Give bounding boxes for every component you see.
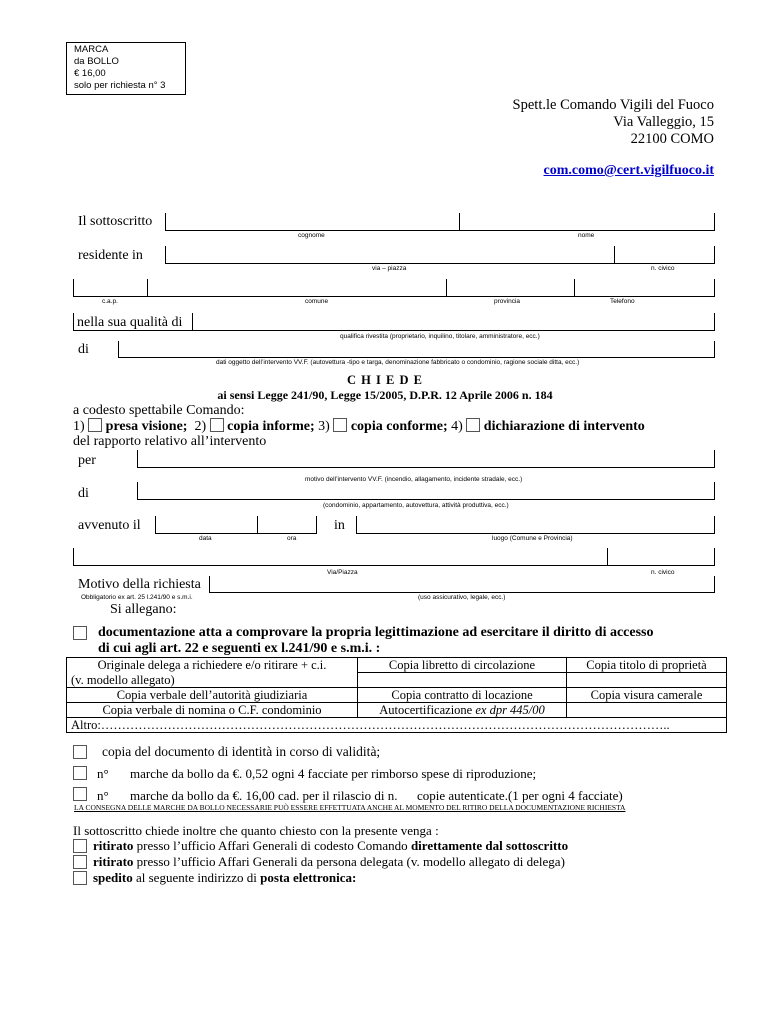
marche-16-label: marche da bollo da €. 16,00 cad. per il rilascio di n. copie autenticate.(1 per ogni 4 facciate): [130, 788, 623, 803]
motivo-intervento-hint: motivo dell’intervento VV.F. (incendio, allagamento, incidente stradale, ecc.): [305, 476, 523, 483]
table-cell: [567, 703, 727, 718]
option-number: 4): [451, 419, 463, 434]
comune-hint: comune: [305, 298, 329, 305]
civico-hint: n. civico: [651, 265, 675, 272]
autocertificazione-cell[interactable]: [358, 703, 567, 718]
cognome-nome-field[interactable]: [165, 213, 715, 231]
luogo-hint: luogo (Comune e Provincia): [492, 535, 573, 542]
ritirato-label: ritirato: [93, 854, 134, 869]
provincia-hint: provincia: [494, 298, 521, 305]
table-row: [67, 658, 727, 673]
posta-elettronica-label: posta elettronica:: [260, 870, 357, 885]
option-number: 2): [194, 419, 207, 434]
via-piazza-civico-field[interactable]: [73, 548, 715, 566]
recipient-line: 22100 COMO: [630, 131, 714, 147]
table-row: [67, 688, 727, 703]
option-number: 1): [73, 419, 85, 434]
recipient-address: [513, 97, 714, 148]
n-label: n°: [97, 766, 109, 781]
ritiro-delegato-label: [93, 854, 565, 870]
table-cell[interactable]: Originale delega a richiedere e/o ritirare + c.i.: [67, 658, 358, 673]
altro-cell[interactable]: Altro:………………………………………………………………………………………………………………………..: [67, 718, 727, 733]
ora-hint: ora: [287, 535, 297, 542]
attachments-table: [66, 657, 727, 733]
stamp-line: MARCA: [74, 44, 109, 55]
documentazione-label-line2: di cui agli art. 22 e seguenti ex l.241/90 e s.m.i. :: [98, 641, 381, 656]
dati-hint: dati oggetto dell’intervento VV.F. (autovettura -tipo e targa, denominazione fabbricato o condominio, ragione sociale ditta, ecc.): [216, 359, 580, 366]
ritiro-diretto-checkbox[interactable]: [73, 839, 87, 853]
direttamente-label: direttamente dal sottoscritto: [410, 838, 569, 853]
copia-informe-checkbox[interactable]: [210, 418, 224, 432]
cap-hint: c.a.p.: [102, 298, 118, 305]
autocertificazione-dpr: ex dpr 445/00: [475, 703, 545, 717]
di-label: di: [78, 342, 89, 357]
delivery-intro: Il sottoscritto chiede inoltre che quanto chiesto con la presente venga :: [73, 823, 439, 838]
via-piazza-hint: Via/Piazza: [327, 569, 358, 576]
option-number: 3): [318, 419, 330, 434]
marca-da-bollo-box: [66, 42, 186, 95]
spedito-label: [93, 870, 356, 886]
table-row: [67, 673, 727, 688]
identita-label: copia del documento di identità in corso di validità;: [102, 744, 381, 759]
via-civico-field[interactable]: [165, 246, 715, 264]
table-cell: [567, 673, 727, 688]
ritiro-delegato-checkbox[interactable]: [73, 855, 87, 869]
chiede-legal-reference: ai sensi Legge 241/90, Legge 15/2005, D.P.R. 12 Aprile 2006 n. 184: [217, 388, 553, 402]
n-label: n°: [97, 788, 109, 803]
stamp-line: € 16,00: [74, 68, 106, 79]
chiede-title: C H I E D E: [347, 373, 423, 387]
table-cell[interactable]: Copia visura camerale: [567, 688, 727, 703]
obbligatorio-note: Obbligatorio ex art. 25 l.241/90 e s.m.i.: [81, 594, 193, 601]
documentazione-label: documentazione atta a comprovare la propria legittimazione ad esercitare il diritto di accesso: [98, 625, 654, 640]
spedito-text: al seguente indirizzo di: [132, 870, 261, 885]
ritirato-label: ritirato: [93, 838, 134, 853]
ritiro-diretto-label: [93, 838, 568, 854]
consegna-note: LA CONSEGNA DELLE MARCHE DA BOLLO NECESSARIE PUÒ ESSERE EFFETTUATA ANCHE AL MOMENTO DEL RITIRO DELLA DOCUMENTAZIONE RICHIESTA: [74, 803, 626, 812]
recipient-line: Spett.le Comando Vigili del Fuoco: [512, 97, 714, 113]
table-cell[interactable]: Copia verbale dell’autorità giudiziaria: [67, 688, 358, 703]
marche-052-label: marche da bollo da €. 0,52 ogni 4 facciate per rimborso spese di riproduzione;: [130, 766, 537, 781]
dati-oggetto-field[interactable]: [118, 341, 715, 358]
recipient-line: Via Valleggio, 15: [613, 114, 714, 130]
condominio-hint: (condominio, appartamento, autovettura, attività produttiva, ecc.): [323, 502, 509, 509]
oggetto-field[interactable]: [137, 482, 715, 500]
recipient-email-link[interactable]: com.como@cert.vigilfuoco.it: [543, 163, 714, 178]
identita-checkbox[interactable]: [73, 745, 87, 759]
per-label: per: [78, 453, 96, 468]
telefono-hint: Telefono: [610, 298, 635, 305]
table-row: [67, 718, 727, 733]
ritiro-text: presso l’ufficio Affari Generali di codesto Comando: [133, 838, 411, 853]
cognome-hint: cognome: [298, 232, 325, 239]
table-row: [67, 703, 727, 718]
motivo-intervento-field[interactable]: [137, 450, 715, 468]
cap-comune-provincia-telefono-field[interactable]: [73, 279, 715, 297]
dichiarazione-intervento-label: dichiarazione di intervento: [483, 419, 645, 434]
luogo-field[interactable]: [356, 516, 715, 534]
ritiro-delegato-text: presso l’ufficio Affari Generali da persona delegata (v. modello allegato di delega): [133, 854, 565, 869]
di-label: di: [78, 486, 89, 501]
presa-visione-checkbox[interactable]: [88, 418, 102, 432]
copia-conforme-label: copia conforme;: [350, 419, 448, 434]
in-label: in: [334, 518, 345, 533]
spedito-checkbox[interactable]: [73, 871, 87, 885]
marche-16-checkbox[interactable]: [73, 787, 87, 801]
via-hint: via – piazza: [372, 265, 407, 272]
table-cell: [358, 673, 567, 688]
avvenuto-label: avvenuto il: [78, 518, 141, 533]
table-cell[interactable]: Copia libretto di circolazione: [358, 658, 567, 673]
stamp-line: da BOLLO: [74, 56, 119, 67]
qualita-label: nella sua qualità di: [77, 315, 183, 330]
stamp-line: solo per richiesta n° 3: [74, 80, 166, 91]
data-ora-field[interactable]: [155, 516, 317, 534]
documentazione-checkbox[interactable]: [73, 626, 87, 640]
table-cell: (v. modello allegato): [67, 673, 358, 688]
motivo-richiesta-label: Motivo della richiesta: [78, 577, 201, 592]
table-cell[interactable]: Copia verbale di nomina o C.F. condominio: [67, 703, 358, 718]
residente-label: residente in: [78, 248, 143, 263]
dichiarazione-intervento-checkbox[interactable]: [466, 418, 480, 432]
copia-informe-label: copia informe;: [227, 419, 315, 434]
uso-hint: (uso assicurativo, legale, ecc.): [418, 594, 506, 601]
autocertificazione-label: Autocertificazione: [379, 703, 476, 717]
chiede-intro: a codesto spettabile Comando:: [73, 403, 245, 418]
table-cell[interactable]: Copia titolo di proprietà: [567, 658, 727, 673]
spedito-bold: spedito: [93, 870, 133, 885]
marche-052-checkbox[interactable]: [73, 766, 87, 780]
nome-hint: nome: [578, 232, 595, 239]
copia-conforme-checkbox[interactable]: [333, 418, 347, 432]
data-hint: data: [199, 535, 212, 542]
sottoscritto-label: Il sottoscritto: [78, 214, 153, 229]
allegano-label: Si allegano:: [110, 602, 177, 617]
civico-hint: n. civico: [651, 569, 675, 576]
qualifica-hint: qualifica rivestita (proprietario, inquilino, titolare, amministratore, ecc.): [340, 333, 540, 340]
request-options-row: [73, 418, 645, 435]
presa-visione-label: presa visione;: [105, 419, 188, 434]
table-cell[interactable]: Copia contratto di locazione: [358, 688, 567, 703]
motivo-richiesta-field[interactable]: [209, 576, 715, 593]
rapporto-label: del rapporto relativo all’intervento: [73, 434, 267, 449]
